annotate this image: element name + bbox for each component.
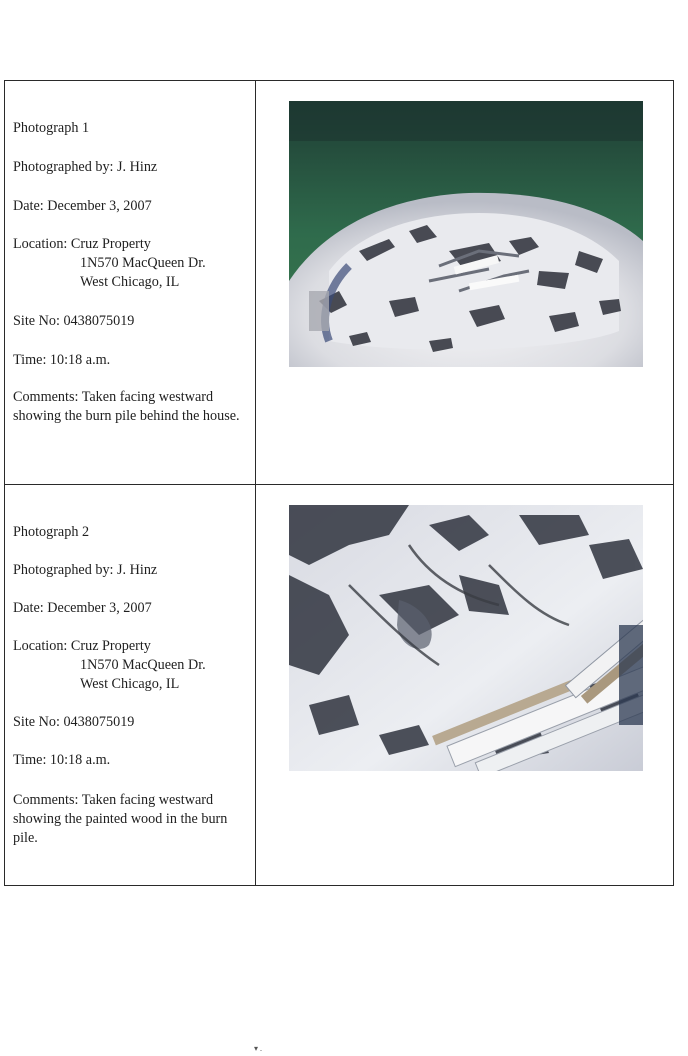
photo-comments: Comments: Taken facing westward showing the painted wood in the burn pile. bbox=[13, 792, 228, 846]
photo-comments: Comments: Taken facing westward showing the burn pile behind the house. bbox=[13, 389, 240, 424]
photo-entry-1 bbox=[5, 81, 673, 485]
photo-log-table bbox=[4, 80, 674, 886]
column-divider bbox=[255, 485, 256, 885]
location-line-3: West Chicago, IL bbox=[80, 274, 180, 290]
photo-time: Time: 10:18 a.m. bbox=[13, 752, 111, 768]
location-line-2: 1N570 MacQueen Dr. bbox=[80, 255, 206, 271]
site-number: Site No: 0438075019 bbox=[13, 714, 135, 730]
location-line-1: Location: Cruz Property bbox=[13, 236, 151, 252]
photograph-1-burn-pile-image bbox=[289, 101, 643, 367]
photographer: Photographed by: J. Hinz bbox=[13, 159, 158, 175]
photo-time: Time: 10:18 a.m. bbox=[13, 352, 111, 368]
column-divider bbox=[255, 81, 256, 484]
location-line-3: West Chicago, IL bbox=[80, 676, 180, 692]
location-line-2: 1N570 MacQueen Dr. bbox=[80, 657, 206, 673]
photographer: Photographed by: J. Hinz bbox=[13, 562, 158, 578]
photo-date: Date: December 3, 2007 bbox=[13, 198, 152, 214]
photo-entry-2 bbox=[5, 485, 673, 885]
photo-number: Photograph 1 bbox=[13, 120, 90, 136]
site-number: Site No: 0438075019 bbox=[13, 313, 135, 329]
photograph-2-painted-wood-image bbox=[289, 505, 643, 771]
location-line-1: Location: Cruz Property bbox=[13, 638, 151, 654]
photo-date: Date: December 3, 2007 bbox=[13, 600, 152, 616]
photo-number: Photograph 2 bbox=[13, 524, 90, 540]
page-footer-mark: ▾ . bbox=[254, 1044, 263, 1053]
